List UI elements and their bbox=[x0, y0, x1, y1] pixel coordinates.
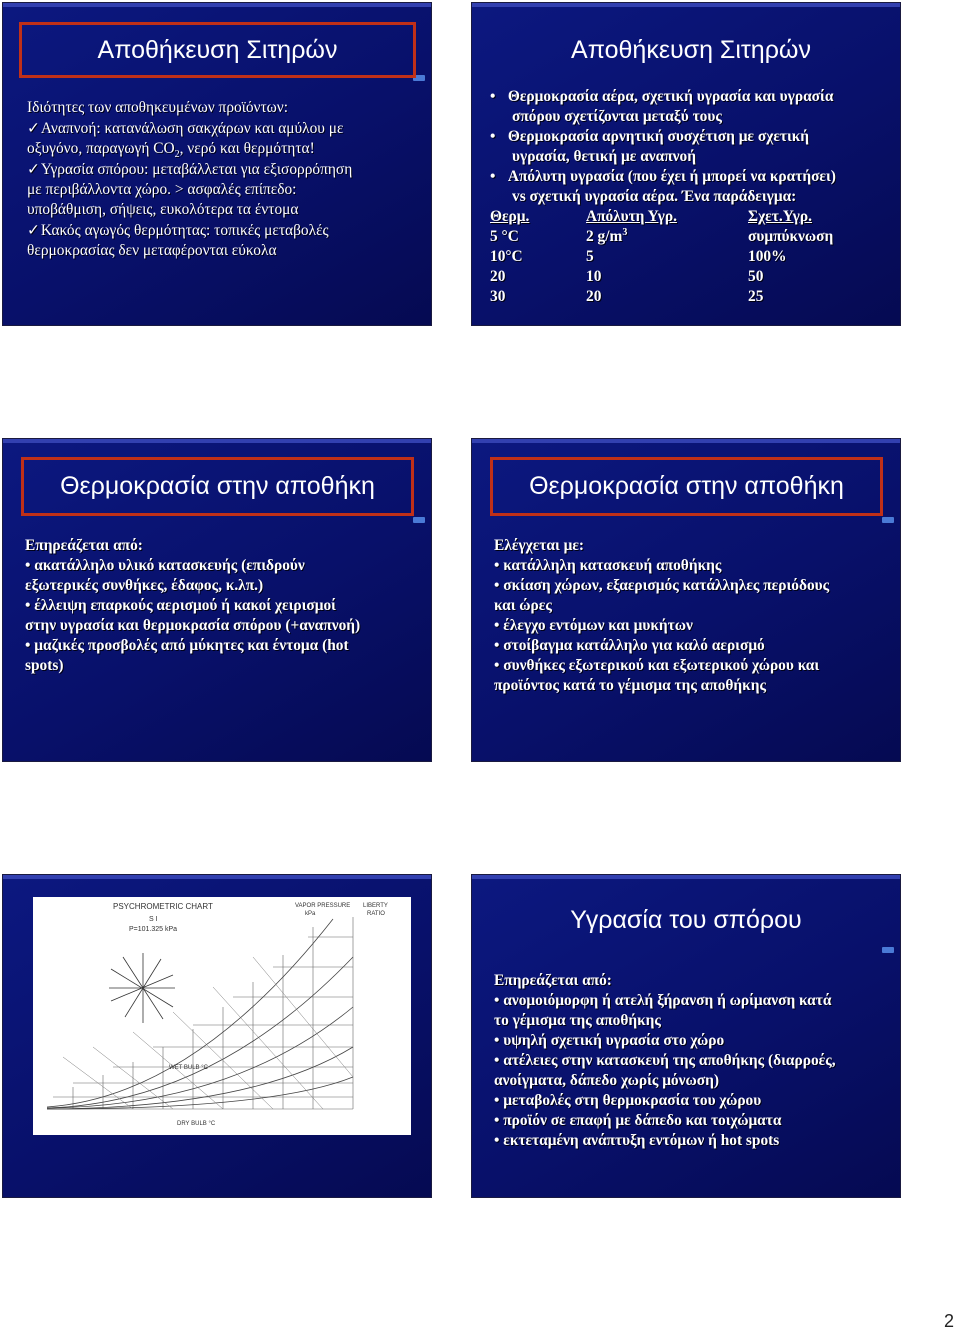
bullet-item bbox=[490, 127, 886, 147]
slide-top-bar bbox=[472, 875, 900, 879]
bullet-item bbox=[490, 87, 886, 107]
text-segment: 2 g/m bbox=[586, 228, 623, 245]
vapor-pressure-label: VAPOR PRESSURE bbox=[295, 903, 351, 909]
psychrometric-chart-drawing bbox=[33, 897, 411, 1135]
subscript: 2 bbox=[174, 149, 180, 161]
page-number: 2 bbox=[943, 1311, 954, 1331]
slide-top-bar bbox=[3, 439, 431, 443]
bullet-item: • υψηλή σχετική υγρασία στο χώρο bbox=[494, 1032, 725, 1049]
text-line: και ώρες bbox=[494, 597, 552, 614]
table-row bbox=[490, 227, 886, 247]
text-segment: , νερό και θερμότητα! bbox=[179, 140, 315, 157]
text-segment: σκίαση χώρων, εξαερισμός κατάλληλες περιόδους bbox=[503, 577, 830, 594]
slide-decoration bbox=[882, 517, 894, 523]
bullet-item: • μαζικές προσβολές από μύκητες και έντομα (hot bbox=[25, 637, 349, 654]
table-cell: 20 bbox=[490, 268, 506, 285]
bullet: • bbox=[490, 88, 496, 105]
vapor-pressure-unit: kPa bbox=[305, 911, 316, 917]
table-cell: 20 bbox=[586, 288, 602, 305]
bullet-item: • μεταβολές στη θερμοκρασία του χώρου bbox=[494, 1092, 762, 1109]
bullet-item: • έλλειψη επαρκούς αερισμού ή κακοί χειρισμοί bbox=[25, 597, 336, 614]
psychrometric-chart-image bbox=[33, 897, 411, 1135]
superscript: 3 bbox=[622, 226, 628, 238]
text-line: ✓ Κακός αγωγός θερμότητας: τοπικές μεταβολές bbox=[27, 220, 417, 241]
text-segment: ατέλειες στην κατασκευή της αποθήκης (διαρροές, bbox=[503, 1052, 836, 1069]
text-line: vs σχετική υγρασία αέρα. Ένα παράδειγμα: bbox=[512, 188, 797, 205]
text-line: με περιβάλλοντα χώρο. > ασφαλές επίπεδο: bbox=[27, 181, 297, 198]
text-line: προϊόντος κατά το γέμισμα της αποθήκης bbox=[494, 677, 766, 694]
humidity-ratio-label: LIBERTY bbox=[363, 903, 388, 909]
slide-top-bar bbox=[472, 3, 900, 7]
slide-title: Αποθήκευση Σιτηρών bbox=[19, 22, 416, 78]
bullet-item: • συνθήκες εξωτερικού και εξωτερικού χώρου και bbox=[494, 657, 820, 674]
text-line: το γέμισμα της αποθήκης bbox=[494, 1012, 661, 1029]
slide-body bbox=[494, 971, 886, 1151]
table-cell: 10 bbox=[586, 268, 602, 285]
text-segment: κατάλληλη κατασκευή αποθήκης bbox=[503, 557, 722, 574]
bullet-item: • έλεγχο εντόμων και μυκήτων bbox=[494, 617, 693, 634]
text-line: υποβάθμιση, σήψεις, ευκολότερα τα έντομα bbox=[27, 201, 299, 218]
slide-3 bbox=[3, 439, 431, 761]
table-cell: 10°C bbox=[490, 248, 523, 265]
slide-5 bbox=[3, 875, 431, 1197]
bullet-item bbox=[490, 167, 886, 187]
slide-2 bbox=[472, 3, 900, 325]
bullet-item: • ακατάλληλο υλικό κατασκευής (επιδρούν bbox=[25, 557, 305, 574]
bullet-item: • ατέλειες στην κατασκευή της αποθήκης (διαρροές, bbox=[494, 1052, 836, 1069]
chart-title: PSYCHROMETRIC CHART bbox=[113, 902, 213, 911]
text-segment: στοίβαγμα κατάλληλο για καλό αερισμό bbox=[503, 637, 765, 654]
slide-title: Υγρασία του σπόρου bbox=[570, 905, 802, 934]
slide-1 bbox=[3, 3, 431, 325]
text-segment: προϊόν σε επαφή με δάπεδο και τοιχώματα bbox=[503, 1112, 782, 1129]
slide-body bbox=[25, 536, 417, 676]
slide-6 bbox=[472, 875, 900, 1197]
slide-decoration bbox=[882, 947, 894, 953]
text-segment: μεταβολές στη θερμοκρασία του χώρου bbox=[503, 1092, 762, 1109]
text-segment: έλεγχο εντόμων και μυκήτων bbox=[503, 617, 693, 634]
text-line: Ελέγχεται με: bbox=[494, 537, 585, 554]
bullet-item: • κατάλληλη κατασκευή αποθήκης bbox=[494, 557, 722, 574]
slide-title: Αποθήκευση Σιτηρών bbox=[571, 35, 811, 64]
bullet-item: • προϊόν σε επαφή με δάπεδο και τοιχώματα bbox=[494, 1112, 782, 1129]
table-header-cell: Σχετ.Υγρ. bbox=[748, 208, 812, 225]
dry-bulb-label: DRY BULB °C bbox=[177, 1121, 216, 1127]
wet-bulb-label: WET BULB °C bbox=[169, 1065, 208, 1071]
table-row bbox=[490, 267, 886, 287]
table-header-cell: Απόλυτη Υγρ. bbox=[586, 208, 677, 225]
slide-top-bar bbox=[3, 3, 431, 7]
text-line: ανοίγματα, δάπεδο χωρίς μόνωση) bbox=[494, 1072, 719, 1089]
bullet: • bbox=[490, 168, 496, 185]
slide-decoration bbox=[413, 517, 425, 523]
text-segment: ακατάλληλο υλικό κατασκευής (επιδρούν bbox=[34, 557, 305, 574]
text-segment: Θερμοκρασία αρνητική συσχέτιση με σχετική bbox=[507, 128, 810, 145]
slide-body bbox=[494, 536, 886, 696]
table-row bbox=[490, 247, 886, 267]
table-cell: 5 bbox=[586, 248, 594, 265]
table-cell: συμπύκνωση bbox=[748, 228, 834, 245]
text-line: υγρασία, θετική με αναπνοή bbox=[512, 148, 696, 165]
table-cell: 30 bbox=[490, 288, 506, 305]
slide-4 bbox=[472, 439, 900, 761]
table-row bbox=[490, 287, 886, 307]
text-segment: ανομοιόμορφη ή ατελή ξήρανση ή ωρίμανση κατά bbox=[503, 992, 832, 1009]
slide-top-bar bbox=[3, 875, 431, 879]
bullet-item: • εκτεταμένη ανάπτυξη εντόμων ή hot spots bbox=[494, 1132, 780, 1149]
text-line: εξωτερικές συνθήκες, έδαφος, κ.λπ.) bbox=[25, 577, 264, 594]
text-segment: Θερμοκρασία αέρα, σχετική υγρασία και υγρασία bbox=[507, 88, 834, 105]
slide-title: Θερμοκρασία στην αποθήκη bbox=[21, 457, 414, 516]
table-cell: 100% bbox=[748, 248, 787, 265]
text-segment: έλλειψη επαρκούς αερισμού ή κακοί χειρισμοί bbox=[34, 597, 336, 614]
bullet-item: • σκίαση χώρων, εξαερισμός κατάλληλες περιόδους bbox=[494, 577, 830, 594]
table-header-row bbox=[490, 207, 886, 227]
text-segment: υψηλή σχετική υγρασία στο χώρο bbox=[503, 1032, 725, 1049]
text-line: θερμοκρασίας δεν μεταφέρονται εύκολα bbox=[27, 242, 277, 259]
text-line: σπόρου σχετίζονται μεταξύ τους bbox=[512, 108, 722, 125]
text-line: ✓ Αναπνοή: κατανάλωση σακχάρων και αμύλου με bbox=[27, 118, 417, 139]
slide-title: Θερμοκρασία στην αποθήκη bbox=[490, 457, 883, 516]
table-header-cell: Θερμ. bbox=[490, 208, 530, 225]
slide-body bbox=[490, 87, 886, 307]
slide-body bbox=[27, 98, 417, 261]
text-segment: μαζικές προσβολές από μύκητες και έντομα (hot bbox=[34, 637, 349, 654]
table-cell: 50 bbox=[748, 268, 764, 285]
bullet-item: • ανομοιόμορφη ή ατελή ξήρανση ή ωρίμανση κατά bbox=[494, 992, 832, 1009]
slide-top-bar bbox=[472, 439, 900, 443]
table-cell: 25 bbox=[748, 288, 764, 305]
text-segment: Απόλυτη υγρασία (που έχει ή μπορεί να κρατήσει) bbox=[507, 168, 836, 185]
text-segment: εκτεταμένη ανάπτυξη εντόμων ή hot spots bbox=[503, 1132, 780, 1149]
text-line: spots) bbox=[25, 657, 64, 674]
text-line bbox=[27, 139, 417, 159]
text-line: Επηρεάζεται από: bbox=[494, 972, 612, 989]
text-segment: συνθήκες εξωτερικού και εξωτερικού χώρου και bbox=[503, 657, 820, 674]
chart-units: S I bbox=[149, 916, 158, 923]
table-cell bbox=[586, 227, 748, 247]
bullet-item: • στοίβαγμα κατάλληλο για καλό αερισμό bbox=[494, 637, 765, 654]
humidity-ratio-unit: RATIO bbox=[367, 911, 385, 917]
text-line: Ιδιότητες των αποθηκευμένων προϊόντων: bbox=[27, 99, 289, 116]
chart-pressure: P=101.325 kPa bbox=[129, 926, 178, 933]
text-line: στην υγρασία και θερμοκρασία σπόρου (+αναπνοή) bbox=[25, 617, 361, 634]
table-cell: 5 °C bbox=[490, 228, 519, 245]
text-line: ✓ Υγρασία σπόρου: μεταβάλλεται για εξισορρόπηση bbox=[27, 159, 417, 180]
bullet: • bbox=[490, 128, 496, 145]
text-line: Επηρεάζεται από: bbox=[25, 537, 143, 554]
text-segment: οξυγόνο, παραγωγή CO bbox=[27, 140, 175, 157]
